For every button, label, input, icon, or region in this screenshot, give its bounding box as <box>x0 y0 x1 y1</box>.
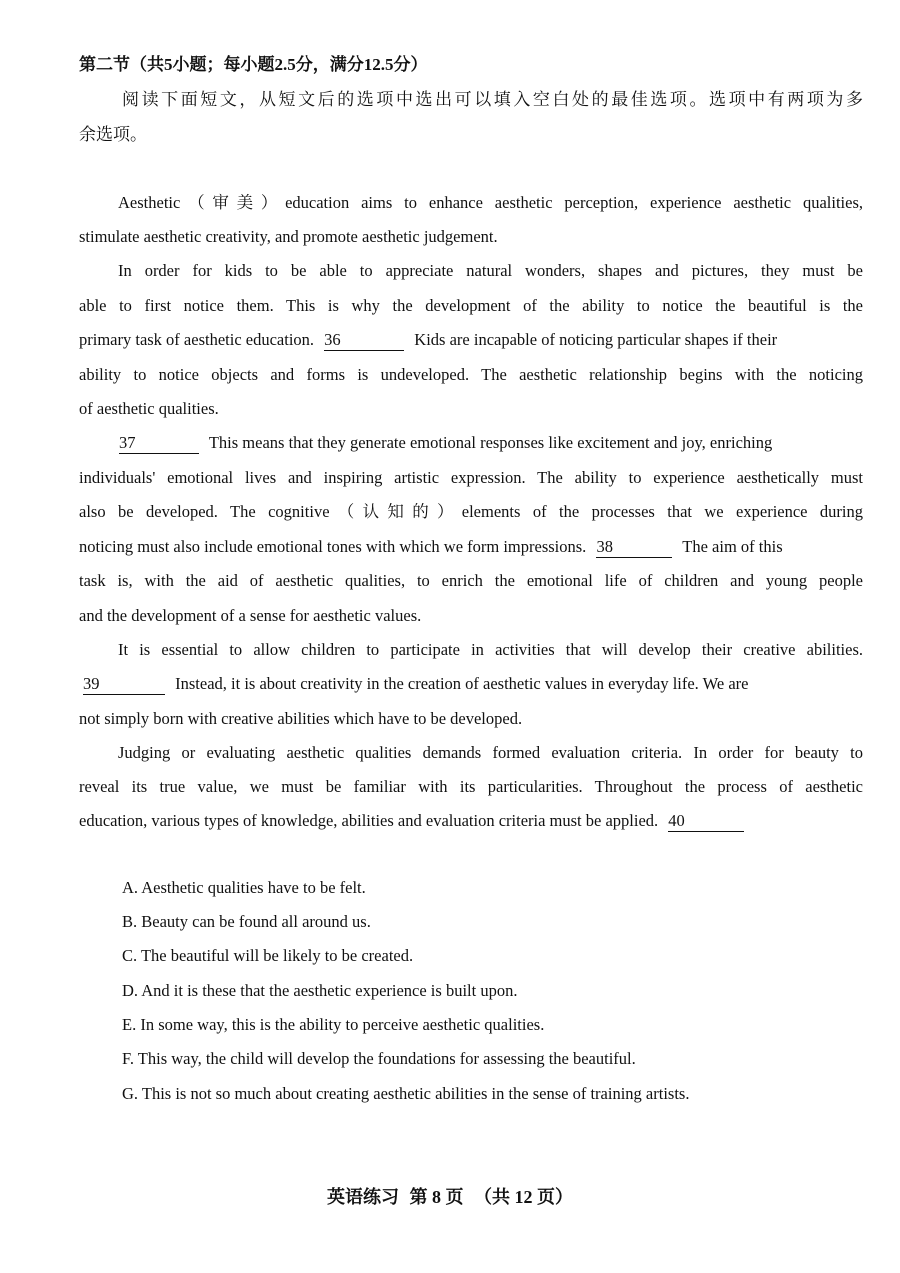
blank-36[interactable]: 36 <box>324 330 404 351</box>
footer-total: （共 12 页） <box>474 1187 573 1207</box>
option-b: B. Beauty can be found all around us. <box>122 912 371 931</box>
passage-line: not simply born with creative abilities which have to be developed. <box>79 709 523 728</box>
page-footer <box>0 1183 900 1209</box>
instruction-line-2: 余选项。 <box>79 125 147 144</box>
passage-line-with-blank <box>79 810 863 832</box>
passage-line: and the development of a sense for aesthetic values. <box>79 606 422 625</box>
passage-text: education, various types of knowledge, abilities and evaluation criteria must be applied. <box>79 811 659 830</box>
option-a: A. Aesthetic qualities have to be felt. <box>122 878 366 897</box>
passage-text: Kids are incapable of noticing particular shapes if their <box>414 330 778 349</box>
passage-line: It is essential to allow children to participate in activities that will develop their creative abilities. <box>118 640 863 659</box>
passage-line: of aesthetic qualities. <box>79 399 219 418</box>
footer-page: 第 8 页 <box>409 1187 464 1207</box>
blank-37[interactable]: 37 <box>119 433 199 454</box>
passage-line-with-blank <box>79 673 863 695</box>
passage-line-with-blank <box>79 329 863 351</box>
passage-line: task is, with the aid of aesthetic qualities, to enrich the emotional life of children and young people <box>79 571 863 590</box>
option-f: F. This way, the child will develop the foundations for assessing the beautiful. <box>122 1049 636 1068</box>
passage-line: individuals' emotional lives and inspiring artistic expression. The ability to experience aesthetically must <box>79 468 863 487</box>
passage-line: ability to notice objects and forms is undeveloped. The aesthetic relationship begins with the noticing <box>79 365 863 384</box>
passage-line-with-blank <box>79 536 863 558</box>
option-d: D. And it is these that the aesthetic experience is built upon. <box>122 981 518 1000</box>
passage-line: also be developed. The cognitive（认知的）elements of the processes that we experience during <box>79 502 863 521</box>
footer-subject: 英语练习 <box>327 1187 399 1207</box>
passage-text: primary task of aesthetic education. <box>79 330 315 349</box>
passage-line: reveal its true value, we must be familiar with its particularities. Throughout the process of aesthetic <box>79 777 863 796</box>
passage-line: able to first notice them. This is why the development of the ability to notice the beautiful is the <box>79 296 863 315</box>
option-c: C. The beautiful will be likely to be created. <box>122 946 414 965</box>
passage-line: Aesthetic（审美）education aims to enhance aesthetic perception, experience aesthetic qualities, <box>118 193 863 212</box>
passage-line: In order for kids to be able to appreciate natural wonders, shapes and pictures, they must be <box>118 261 863 280</box>
passage-text: The aim of this <box>682 537 783 556</box>
blank-40[interactable]: 40 <box>668 811 744 832</box>
passage-line: Judging or evaluating aesthetic qualities demands formed evaluation criteria. In order for beauty to <box>118 743 863 762</box>
passage-text: Instead, it is about creativity in the creation of aesthetic values in everyday life. We are <box>175 674 749 693</box>
option-e: E. In some way, this is the ability to perceive aesthetic qualities. <box>122 1015 545 1034</box>
blank-39[interactable]: 39 <box>83 674 165 695</box>
passage-text: noticing must also include emotional tones with which we form impressions. <box>79 537 587 556</box>
instruction-line-1: 阅读下面短文，从短文后的选项中选出可以填入空白处的最佳选项。选项中有两项为多 <box>122 90 863 109</box>
passage-text: This means that they generate emotional responses like excitement and joy, enriching <box>208 433 773 452</box>
passage-line: stimulate aesthetic creativity, and promote aesthetic judgement. <box>79 227 498 246</box>
blank-38[interactable]: 38 <box>596 537 672 558</box>
option-g: G. This is not so much about creating aesthetic abilities in the sense of training artists. <box>122 1084 690 1103</box>
section-header: 第二节（共5小题；每小题2.5分，满分12.5分） <box>79 55 428 74</box>
passage-line-with-blank <box>79 432 863 454</box>
